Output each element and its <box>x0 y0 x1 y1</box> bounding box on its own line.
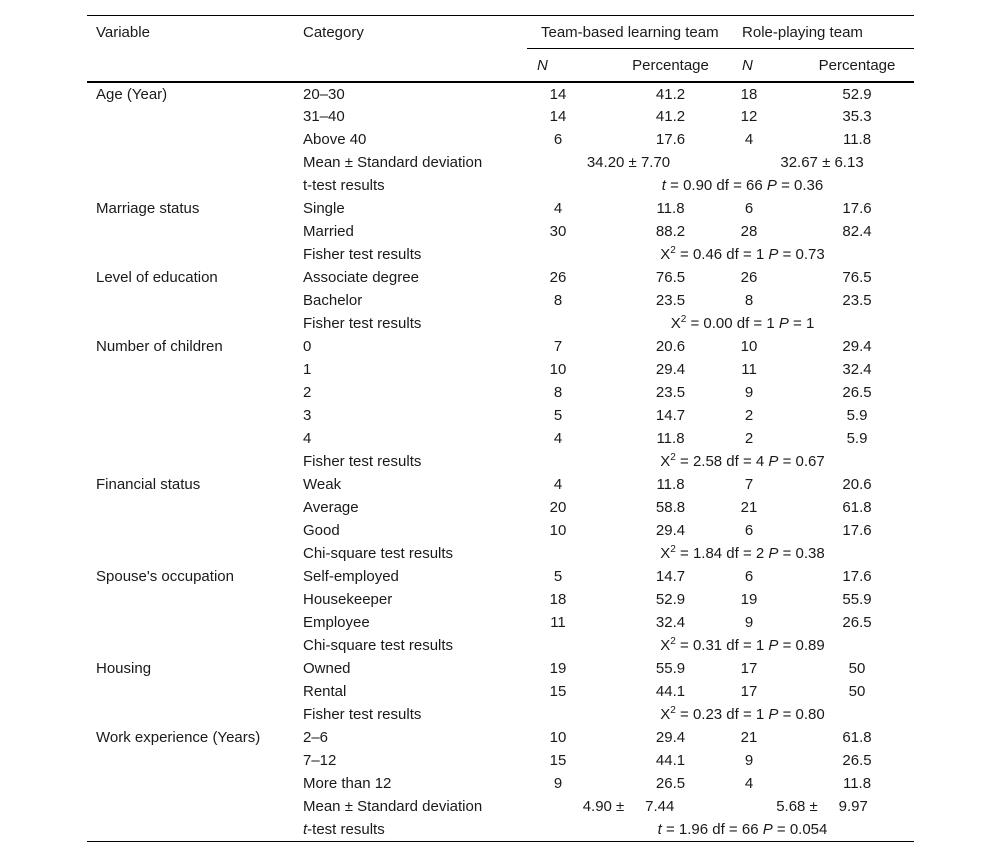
header-percentage-rp: Percentage <box>818 56 896 74</box>
percentage-rp-cell: 82.4 <box>842 223 872 240</box>
percentage-rp-cell: 50 <box>848 660 866 677</box>
category-cell: More than 12 <box>303 775 392 792</box>
n-rp-cell: 26 <box>740 269 758 286</box>
table-row <box>87 657 914 680</box>
table-row <box>87 174 914 197</box>
table-row <box>87 496 914 519</box>
percentage-tbl-cell: 44.1 <box>655 752 686 769</box>
variable-cell <box>87 680 303 703</box>
category-cell: Chi-square test results <box>303 637 454 654</box>
percentage-rp-cell: 20.6 <box>842 476 872 493</box>
category-cell: Above 40 <box>303 131 367 148</box>
percentage-rp-cell: 55.9 <box>842 591 872 608</box>
n-rp-cell: 12 <box>740 108 758 125</box>
n-rp-cell: 8 <box>744 292 754 309</box>
n-rp-cell: 10 <box>740 338 758 355</box>
table-row <box>87 726 914 749</box>
percentage-rp-cell: 35.3 <box>842 108 872 125</box>
variable-cell <box>87 151 303 174</box>
variable-cell <box>87 749 303 772</box>
table-row <box>87 634 914 657</box>
header-row-2 <box>87 49 914 83</box>
category-cell: Average <box>303 499 359 516</box>
table-row <box>87 128 914 151</box>
percentage-rp-cell: 76.5 <box>842 269 872 286</box>
category-cell: 31–40 <box>303 108 345 125</box>
n-rp-cell: 19 <box>740 591 758 608</box>
table-row <box>87 381 914 404</box>
test-result-cell: $X^2 = 0.46$ df = 1 P = 0.73 <box>660 245 825 263</box>
n-rp-cell: 2 <box>744 430 754 447</box>
percentage-tbl-cell: 11.8 <box>656 476 685 493</box>
mean-sd-tbl-cell: 4.90 ± 7.44 <box>582 798 675 815</box>
variable-cell: Number of children <box>96 338 223 355</box>
n-tbl-cell: 20 <box>549 499 567 516</box>
category-cell: Associate degree <box>303 269 419 286</box>
n-rp-cell: 7 <box>744 476 754 493</box>
table-row <box>87 82 914 105</box>
table-row <box>87 818 914 841</box>
n-tbl-cell: 15 <box>549 683 567 700</box>
test-result-cell: $X^2 = 0.00$ df = 1 P = 1 <box>670 314 815 332</box>
n-rp-cell: 6 <box>744 522 754 539</box>
category-cell: Fisher test results <box>303 706 422 723</box>
variable-cell <box>87 312 303 335</box>
percentage-rp-cell: 29.4 <box>842 338 872 355</box>
table-row <box>87 312 914 335</box>
n-tbl-cell: 8 <box>553 384 563 401</box>
percentage-tbl-cell: 58.8 <box>655 499 686 516</box>
category-cell: Fisher test results <box>303 315 422 332</box>
percentage-rp-cell: 11.8 <box>842 775 872 792</box>
variable-cell <box>87 404 303 427</box>
test-result-cell: $X^2 = 1.84$ df = 2 P = 0.38 <box>660 544 825 562</box>
variable-cell <box>87 818 303 841</box>
n-tbl-cell: 19 <box>549 660 567 677</box>
percentage-rp-cell: 61.8 <box>842 499 872 516</box>
header-n-tbl: N <box>537 56 548 74</box>
n-rp-cell: 9 <box>744 614 754 631</box>
n-tbl-cell: 4 <box>553 476 563 493</box>
variable-cell <box>87 105 303 128</box>
n-rp-cell: 2 <box>744 407 754 424</box>
n-rp-cell: 6 <box>744 568 754 585</box>
variable-cell <box>87 519 303 542</box>
category-cell: 0 <box>303 338 312 355</box>
table-row <box>87 588 914 611</box>
n-tbl-cell: 10 <box>549 361 567 378</box>
test-result-cell: $X^2 = 0.31$ df = 1 P = 0.89 <box>660 636 825 654</box>
variable-cell <box>87 358 303 381</box>
header-team-based-learning: Team-based learning team <box>527 16 730 49</box>
percentage-tbl-cell: 29.4 <box>655 361 686 378</box>
variable-cell <box>87 381 303 404</box>
percentage-tbl-cell: 11.8 <box>656 200 685 217</box>
table-row <box>87 358 914 381</box>
category-cell: Weak <box>303 476 342 493</box>
percentage-tbl-cell: 52.9 <box>655 591 686 608</box>
percentage-rp-cell: 26.5 <box>842 384 872 401</box>
n-tbl-cell: 4 <box>553 200 563 217</box>
n-tbl-cell: 10 <box>549 522 567 539</box>
n-tbl-cell: 15 <box>549 752 567 769</box>
n-rp-cell: 4 <box>744 775 754 792</box>
percentage-tbl-cell: 23.5 <box>655 292 686 309</box>
variable-cell: Age (Year) <box>96 85 168 103</box>
header-role-playing: Role-playing team <box>730 16 914 49</box>
category-cell: Owned <box>303 660 351 677</box>
percentage-tbl-cell: 29.4 <box>655 729 686 746</box>
variable-cell <box>87 243 303 266</box>
category-cell: t-test results <box>303 818 527 841</box>
category-cell: t-test results <box>303 177 385 194</box>
category-cell: 20–30 <box>303 85 345 103</box>
percentage-rp-cell: 17.6 <box>842 200 872 217</box>
table-row <box>87 151 914 174</box>
table-row <box>87 473 914 496</box>
percentage-tbl-cell: 32.4 <box>655 614 686 631</box>
table-row <box>87 565 914 588</box>
table-row <box>87 542 914 565</box>
percentage-tbl-cell: 88.2 <box>655 223 686 240</box>
table-row <box>87 772 914 795</box>
n-rp-cell: 18 <box>740 85 758 103</box>
test-result-cell: t = 0.90 df = 66 P = 0.36 <box>661 177 824 194</box>
percentage-tbl-cell: 14.7 <box>655 568 686 585</box>
mean-sd-rp-cell: 32.67 ± 6.13 <box>780 154 864 171</box>
test-result-cell: t = 1.96 df = 66 P = 0.054 <box>527 818 914 841</box>
variable-cell: Marriage status <box>96 200 200 217</box>
category-cell: Fisher test results <box>303 453 422 470</box>
category-cell: 4 <box>303 430 312 447</box>
table-row <box>87 197 914 220</box>
category-cell: Fisher test results <box>303 246 422 263</box>
category-cell: Bachelor <box>303 292 363 309</box>
category-cell: 3 <box>303 407 312 424</box>
table-row <box>87 243 914 266</box>
percentage-rp-cell: 17.6 <box>842 568 872 585</box>
n-tbl-cell: 4 <box>553 430 563 447</box>
percentage-rp-cell: 11.8 <box>842 131 872 148</box>
category-cell: 7–12 <box>303 752 337 769</box>
percentage-rp-cell: 50 <box>848 683 866 700</box>
category-cell: Single <box>303 200 345 217</box>
percentage-tbl-cell: 41.2 <box>655 85 686 103</box>
variable-cell <box>87 496 303 519</box>
n-rp-cell: 9 <box>744 384 754 401</box>
variable-cell: Housing <box>96 660 152 677</box>
variable-cell <box>87 220 303 243</box>
n-tbl-cell: 8 <box>553 292 563 309</box>
table-row <box>87 611 914 634</box>
table-row <box>87 703 914 726</box>
percentage-rp-cell: 26.5 <box>842 752 872 769</box>
percentage-rp-cell: 5.9 <box>846 407 868 424</box>
percentage-tbl-cell: 29.4 <box>655 522 686 539</box>
category-cell: Self-employed <box>303 568 399 585</box>
percentage-tbl-cell: 55.9 <box>655 660 686 677</box>
percentage-tbl-cell: 14.7 <box>655 407 686 424</box>
n-tbl-cell: 10 <box>549 729 567 746</box>
n-tbl-cell: 30 <box>549 223 567 240</box>
percentage-rp-cell: 17.6 <box>842 522 872 539</box>
table-row <box>87 680 914 703</box>
n-tbl-cell: 5 <box>553 407 563 424</box>
test-result-cell: $X^2 = 0.23$ df = 1 P = 0.80 <box>660 705 825 723</box>
percentage-tbl-cell: 23.5 <box>655 384 686 401</box>
n-rp-cell: 11 <box>741 361 757 378</box>
percentage-rp-cell: 32.4 <box>842 361 872 378</box>
variable-cell <box>87 772 303 795</box>
n-tbl-cell: 26 <box>549 269 567 286</box>
percentage-tbl-cell: 26.5 <box>655 775 686 792</box>
category-cell: Rental <box>303 683 347 700</box>
table-row <box>87 404 914 427</box>
variable-cell <box>87 450 303 473</box>
n-tbl-cell: 18 <box>549 591 567 608</box>
n-tbl-cell: 7 <box>553 338 563 355</box>
variable-cell <box>87 703 303 726</box>
n-rp-cell: 9 <box>744 752 754 769</box>
variable-cell <box>87 611 303 634</box>
percentage-tbl-cell: 76.5 <box>655 269 686 286</box>
test-result-cell: $X^2 = 2.58$ df = 4 P = 0.67 <box>660 452 825 470</box>
category-cell: 2–6 <box>303 729 329 746</box>
percentage-rp-cell: 5.9 <box>846 430 868 447</box>
table-row <box>87 105 914 128</box>
percentage-tbl-cell: 20.6 <box>655 338 686 355</box>
variable-cell: Work experience (Years) <box>96 729 261 746</box>
n-rp-cell: 21 <box>740 729 758 746</box>
header-percentage-tbl: Percentage <box>632 56 709 74</box>
variable-cell: Level of education <box>96 269 218 286</box>
category-cell: 2 <box>303 384 312 401</box>
category-cell: Married <box>303 223 354 240</box>
variable-cell <box>87 128 303 151</box>
header-row-1 <box>87 16 914 49</box>
table-row <box>87 749 914 772</box>
percentage-tbl-cell: 41.2 <box>655 108 686 125</box>
percentage-tbl-cell: 44.1 <box>655 683 686 700</box>
n-rp-cell: 4 <box>744 131 754 148</box>
n-rp-cell: 6 <box>744 200 754 217</box>
table-row <box>87 427 914 450</box>
percentage-rp-cell: 61.8 <box>842 729 872 746</box>
mean-sd-tbl-cell: 34.20 ± 7.70 <box>586 154 671 171</box>
n-tbl-cell: 14 <box>549 108 567 125</box>
category-cell: Mean ± Standard deviation <box>303 154 483 171</box>
n-tbl-cell: 14 <box>549 85 567 103</box>
variable-cell <box>87 542 303 565</box>
mean-sd-rp-cell: 5.68 ± 9.97 <box>776 798 868 815</box>
table-row <box>87 266 914 289</box>
n-rp-cell: 21 <box>740 499 758 516</box>
n-rp-cell: 17 <box>740 683 758 700</box>
n-rp-cell: 17 <box>740 660 758 677</box>
header-variable: Variable <box>96 23 150 41</box>
n-tbl-cell: 11 <box>550 614 566 631</box>
percentage-tbl-cell: 11.8 <box>656 430 685 447</box>
table-row <box>87 795 914 818</box>
table-row <box>87 335 914 358</box>
header-category: Category <box>303 23 364 41</box>
variable-cell: Spouse's occupation <box>96 568 234 585</box>
n-tbl-cell: 6 <box>553 131 563 148</box>
demographics-table <box>87 15 914 842</box>
variable-cell: Financial status <box>96 476 201 493</box>
n-tbl-cell: 9 <box>553 775 563 792</box>
variable-cell <box>87 588 303 611</box>
n-rp-cell: 28 <box>740 223 758 240</box>
table-row <box>87 220 914 243</box>
table-row <box>87 450 914 473</box>
category-cell: Chi-square test results <box>303 545 454 562</box>
variable-cell <box>87 427 303 450</box>
category-cell: Mean ± Standard deviation <box>303 798 483 815</box>
percentage-tbl-cell: 17.6 <box>655 131 686 148</box>
variable-cell <box>87 174 303 197</box>
percentage-rp-cell: 26.5 <box>842 614 872 631</box>
header-n-rp: N <box>742 56 753 74</box>
category-cell: Employee <box>303 614 370 631</box>
percentage-rp-cell: 52.9 <box>842 85 872 103</box>
table-row <box>87 519 914 542</box>
category-cell: Housekeeper <box>303 591 393 608</box>
table-row <box>87 289 914 312</box>
variable-cell <box>87 795 303 818</box>
category-cell: Good <box>303 522 340 539</box>
percentage-rp-cell: 23.5 <box>842 292 872 309</box>
variable-cell <box>87 289 303 312</box>
category-cell: 1 <box>303 361 312 378</box>
n-tbl-cell: 5 <box>553 568 563 585</box>
variable-cell <box>87 634 303 657</box>
